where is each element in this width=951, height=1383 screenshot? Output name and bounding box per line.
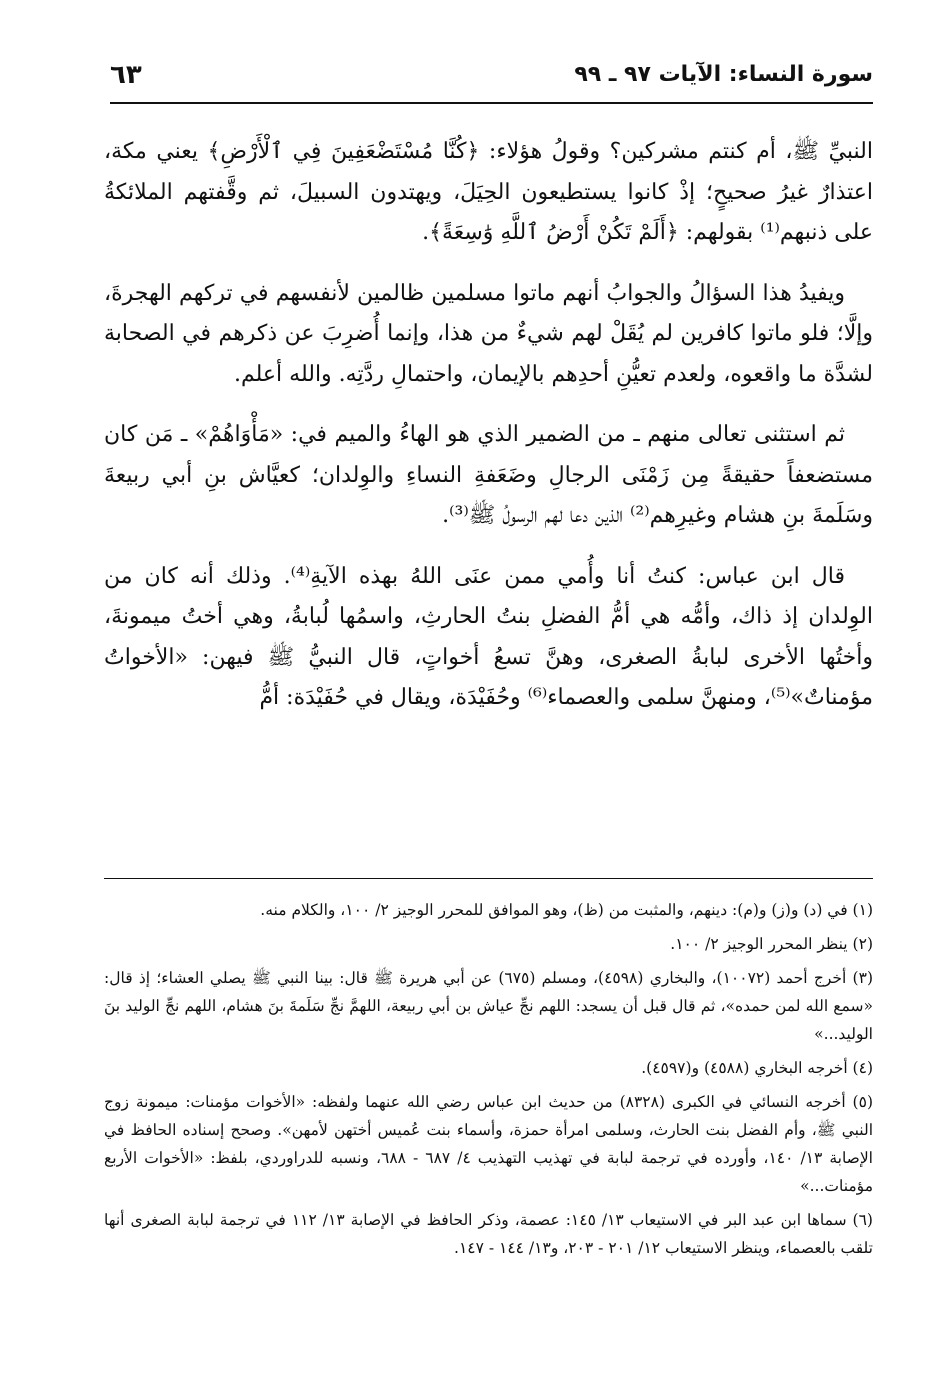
footnotes: [104, 896, 873, 1268]
footnote: (١) في (د) و(ز) و(م): دينهم، والمثبت من (ظ)، وهو الموافق للمحرر الوجيز ٢/ ١٠٠، والكلام منه.: [260, 901, 873, 919]
footnote: (٤) أخرجه البخاري (٤٥٨٨) و(٤٥٩٧).: [641, 1059, 873, 1077]
paragraph: ويفيدُ هذا السؤالُ والجوابُ أنهم ماتوا مسلمين ظالمين لأنفسهم في تركهم الهجرةَ، وإلَّا؛ فلو ماتوا كافرين لم يُقَلْ لهم شيءٌ من هذا، وإنما أُضرِبَ عن ذكرهم في الصحابة لشدَّة ما واقعوه، ولعدم تعيُّنِ أحدِهم بالإيمان، واحتمالِ ردَّتِه. والله أعلم.: [104, 280, 873, 387]
page-number: ٦٣: [110, 60, 142, 90]
footnote: (٣) أخرج أحمد (١٠٠٧٢)، والبخاري (٤٥٩٨)، ومسلم (٦٧٥) عن أبي هريرة ﷺ قال: بينا النبي ﷺ يصلي العشاء؛ إذ قال: «سمع الله لمن حمده»، ثم قال قبل أن يسجد: اللهم نجِّ عياش بن أبي ربيعة، اللهمَّ نجِّ سَلَمةَ بنَ هشام، اللهم نجِّ الوليد بنَ الوليد...»: [104, 969, 873, 1043]
footnote: (٥) أخرجه النسائي في الكبرى (٨٣٢٨) من حديث ابن عباس رضي الله عنهما ولفظه: «الأخوات مؤمنات: ميمونة زوج النبي ﷺ، وأم الفضل بنت الحارث، وسلمى امرأة حمزة، وأسماء بنت عُميس أختهن لأمهن». وصحح إسناده الحافظ في الإصابة ١٣/ ١٤٠، وأورده في ترجمة لبابة في تهذيب التهذيب ٤/ ٦٨٧ - ٦٨٨، ونسبه للدراوردي، بلفظ: «الأخوات الأربع مؤمنات...»: [104, 1093, 873, 1195]
paragraph: قال ابن عباس: كنتُ أنا وأُمي ممن عنَى اللهُ بهذه الآيةِ⁽⁴⁾. وذلك أنه كان من الوِلدان إذ ذاك، وأمُّه هي أمُّ الفضلِ بنتُ الحارثِ، واسمُها لُبابةُ، وهي أختُ ميمونةَ، وأختُها الأخرى لبابةُ الصغرى، وهنَّ تسعُ أخواتٍ، قال النبيُّ ﷺ فيهن: «الأخواتُ مؤمناتٌ»⁽⁵⁾، ومنهنَّ سلمى والعصماء⁽⁶⁾ وحُفَيْدَة، ويقال في حُفَيْدَة: أمُّ: [104, 563, 873, 710]
footnote: (٢) ينظر المحرر الوجيز ٢/ ١٠٠.: [670, 935, 873, 953]
paragraph: النبيِّ ﷺ، أم كنتم مشركين؟ وقولُ هؤلاء: ﴿كُنَّا مُسْتَضْعَفِينَ فِي ٱلْأَرْضِ﴾ يعني مكة، اعتذارٌ غيرُ صحيحٍ؛ إذْ كانوا يستطيعون الحِيَلَ، ويهتدون السبيلَ، ثم وقَّفتهم الملائكةُ على ذنبهم⁽¹⁾ بقولهم: ﴿أَلَمْ تَكُنْ أَرْضُ ٱللَّهِ وَٰسِعَةً﴾.: [104, 139, 873, 245]
footnote: (٦) سماها ابن عبد البر في الاستيعاب ١٣/ ١٤٥: عصمة، وذكر الحافظ في الإصابة ١٣/ ١١٢ في ترجمة لبابة الصغرى أنها تلقب بالعصماء، وينظر الاستيعاب ١٢/ ٢٠١ - ٢٠٣، و١٣/ ١٤٤ - ١٤٧.: [104, 1211, 873, 1257]
main-text: [104, 132, 873, 739]
page-header: [110, 58, 873, 104]
running-title: سورة النساء: الآيات ٩٧ ـ ٩٩: [574, 62, 873, 87]
footnote-divider: [104, 878, 873, 879]
paragraph: ثم استثنى تعالى منهم ـ من الضمير الذي هو الهاءُ والميم في: «مَأْوَاهُمْ» ـ مَن كان مستضعفاً حقيقةً مِن زَمْنَى الرجالِ وضَعَفةِ النساءِ والوِلدان؛ كعيَّاش بنِ أبي ربيعةَ وسَلَمةَ بنِ هشام وغيرِهم⁽²⁾ الذين دعا لهم الرسولُ ﷺ⁽³⁾.: [104, 422, 873, 528]
